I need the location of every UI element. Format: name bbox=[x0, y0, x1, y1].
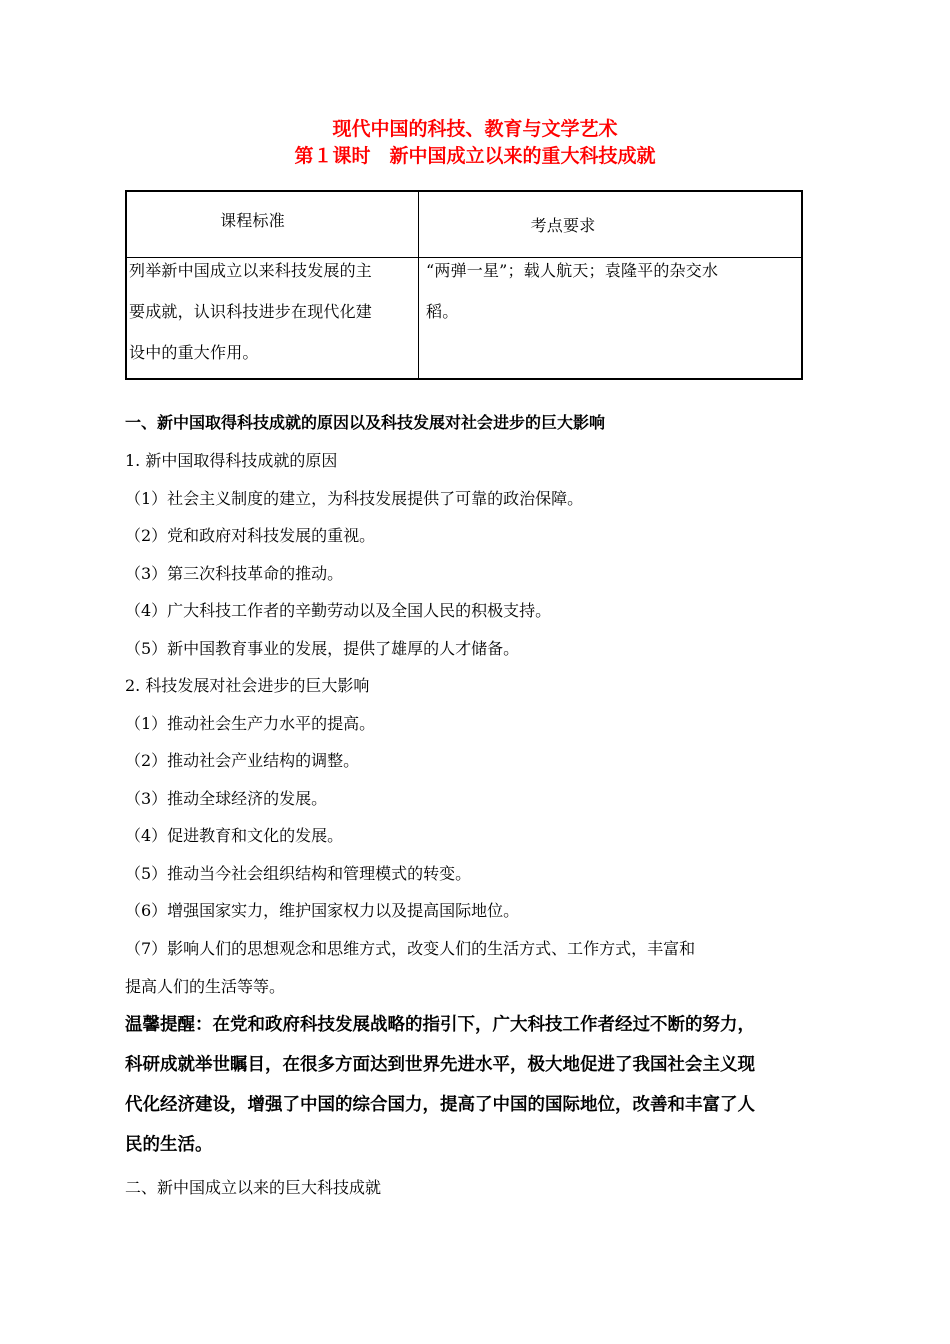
subsection-2-title: 2. 科技发展对社会进步的巨大影响 bbox=[125, 676, 370, 695]
reminder-paragraph bbox=[125, 1005, 825, 1165]
list-item: （4）促进教育和文化的发展。 bbox=[125, 826, 344, 845]
table-cell-standard: 列举新中国成立以来科技发展的主 要成就，认识科技进步在现代化建 设中的重大作用。 bbox=[129, 261, 373, 362]
list-item: （3）第三次科技革命的推动。 bbox=[125, 564, 344, 583]
section-2-heading: 二、新中国成立以来的巨大科技成就 bbox=[125, 1178, 382, 1197]
list-item: （7）影响人们的思想观念和思维方式，改变人们的生活方式、工作方式，丰富和 bbox=[125, 939, 696, 958]
reminder-line: 科研成就举世瞩目，在很多方面达到世界先进水平，极大地促进了我国社会主义现 bbox=[125, 1055, 755, 1075]
table-cell-requirement: “两弹一星”；载人航天；袁隆平的杂交水 稻。 bbox=[426, 261, 719, 321]
subsection-1-title: 1. 新中国取得科技成就的原因 bbox=[125, 451, 338, 470]
table-header-standard: 课程标准 bbox=[220, 211, 285, 230]
list-item: （1）社会主义制度的建立，为科技发展提供了可靠的政治保障。 bbox=[125, 489, 584, 508]
reminder-line: 温馨提醒：在党和政府科技发展战略的指引下，广大科技工作者经过不断的努力， bbox=[125, 1015, 755, 1035]
list-item: （3）推动全球经济的发展。 bbox=[125, 789, 328, 808]
list-item-continuation: 提高人们的生活等等。 bbox=[125, 977, 286, 996]
list-item: （1）推动社会生产力水平的提高。 bbox=[125, 714, 376, 733]
standards-table bbox=[125, 190, 803, 380]
list-item: （2）党和政府对科技发展的重视。 bbox=[125, 526, 376, 545]
list-item: （6）增强国家实力，维护国家权力以及提高国际地位。 bbox=[125, 901, 520, 920]
reminder-line: 民的生活。 bbox=[125, 1135, 213, 1155]
list-item: （5）新中国教育事业的发展，提供了雄厚的人才储备。 bbox=[125, 639, 520, 658]
table-header-requirement: 考点要求 bbox=[530, 216, 596, 235]
list-item: （4）广大科技工作者的辛勤劳动以及全国人民的积极支持。 bbox=[125, 601, 552, 620]
section-1-heading: 一、新中国取得科技成就的原因以及科技发展对社会进步的巨大影响 bbox=[125, 413, 606, 432]
list-item: （2）推动社会产业结构的调整。 bbox=[125, 751, 360, 770]
reminder-line: 代化经济建设，增强了中国的综合国力，提高了中国的国际地位，改善和丰富了人 bbox=[125, 1095, 755, 1115]
page-title: 现代中国的科技、教育与文学艺术 bbox=[332, 118, 618, 140]
list-item: （5）推动当今社会组织结构和管理模式的转变。 bbox=[125, 864, 472, 883]
lesson-title: 第１课时 新中国成立以来的重大科技成就 bbox=[294, 145, 656, 167]
